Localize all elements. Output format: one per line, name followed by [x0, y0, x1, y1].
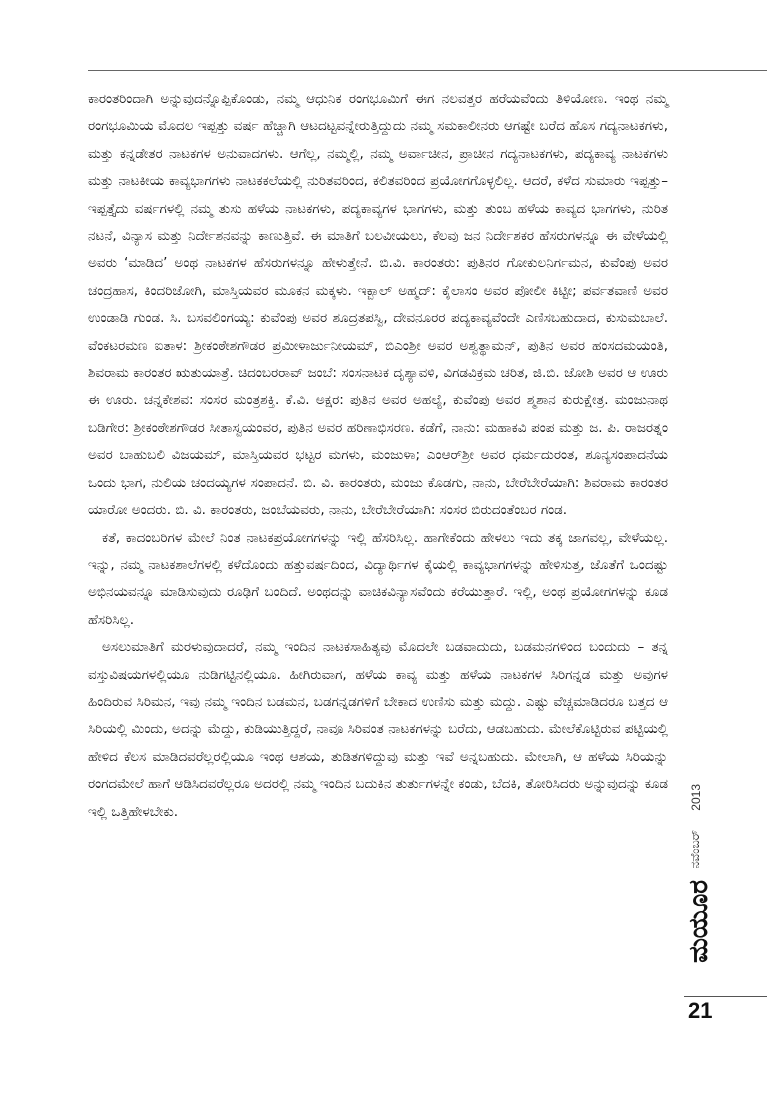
paragraph-3: ಅಸಲುಮಾತಿಗೆ ಮರಳುವುದಾದರೆ, ನಮ್ಮ ಇಂದಿನ ನಾಟಕಸಾಹಿತ್ಯವು ಮೊದಲೇ ಬಡವಾದುದು, ಬಡಮನಗಳಿಂದ ಬಂದುದು – ತನ್ನ ವಸ್ತುವಿಷಯಗಳಲ್ಲಿಯೂ ನುಡಿಗಟ್ಟಿನಲ್ಲಿಯೂ. ಹೀಗಿರುವಾಗ, ಹಳೆಯ ಕಾವ್ಯ ಮತ್ತು ಹಳೆಯ ನಾಟಕಗಳ ಸಿರಿಗನ್ನಡ ಮತ್ತು ಅವುಗಳ ಹಿಂದಿರುವ ಸಿರಿಮನ, ಇವು ನಮ್ಮ ಇಂದಿನ ಬಡಮನ, ಬಡಗನ್ನಡಗಳಿಗೆ ಬೇಕಾದ ಉಣಿಸು ಮತ್ತು ಮದ್ದು. ಎಷ್ಟು ವೆಚ್ಚಮಾಡಿದರೂ ಬತ್ತದ ಆ ಸಿರಿಯಲ್ಲಿ ಮಿಂದು, ಅದನ್ನು ಮೆದ್ದು, ಕುಡಿಯುತ್ತಿದ್ದರೆ, ನಾವೂ ಸಿರಿವಂತ ನಾಟಕಗಳನ್ನು ಬರೆದು, ಆಡಬಹುದು. ಮೇಲೆಕೊಟ್ಟಿರುವ ಪಟ್ಟಿಯಲ್ಲಿ ಹೇಳಿದ ಕೆಲಸ ಮಾಡಿದವರೆಲ್ಲರಲ್ಲಿಯೂ ಇಂಥ ಆಶಯ, ತುಡಿತಗಳಿದ್ದುವು ಮತ್ತು ಇವೆ ಅನ್ನಬಹುದು. ಮೇಲಾಗಿ, ಆ ಹಳೆಯ ಸಿರಿಯನ್ನು ರಂಗದಮೇಲೆ ಹಾಗೆ ಆಡಿಸಿದವರೆಲ್ಲರೂ ಅದರಲ್ಲಿ ನಮ್ಮ ಇಂದಿನ ಬದುಕಿನ ತುರ್ತುಗಳನ್ನೇ ಕಂಡು, ಬೆದಕಿ, ತೋರಿಸಿದರು ಅನ್ನುವುದನ್ನು ಕೂಡ ಇಲ್ಲಿ ಒತ್ತಿಹೇಳಬೇಕು.: [88, 639, 668, 820]
paragraph-2: ಕತೆ, ಕಾದಂಬರಿಗಳ ಮೇಲೆ ನಿಂತ ನಾಟಕಪ್ರಯೋಗಗಳನ್ನು ಇಲ್ಲಿ ಹೆಸರಿಸಿಲ್ಲ. ಹಾಗೇಕೆಂದು ಹೇಳಲು ಇದು ತಕ್ಕ ಜಾಗವಲ್ಲ, ವೇಳೆಯಲ್ಲ. ಇನ್ನು, ನಮ್ಮ ನಾಟಕಶಾಲೆಗಳಲ್ಲಿ ಕಳೆದೊಂದು ಹತ್ತುವರ್ಷದಿಂದ, ವಿದ್ಯಾರ್ಥಿಗಳ ಕೈಯಲ್ಲಿ ಕಾವ್ಯಭಾಗಗಳನ್ನು ಹೇಳಿಸುತ್ತ, ಜೊತೆಗೆ ಒಂದಷ್ಟು ಅಭಿನಯವನ್ನೂ ಮಾಡಿಸುವುದು ರೂಢಿಗೆ ಬಂದಿದೆ. ಅಂಥದನ್ನು ವಾಚಿಕವಿನ್ಯಾಸವೆಂದು ಕರೆಯುತ್ತಾರೆ. ಇಲ್ಲಿ, ಅಂಥ ಪ್ರಯೋಗಗಳನ್ನು ಕೂಡ ಹೆಸರಿಸಿಲ್ಲ.: [88, 529, 668, 628]
footer-rule: [684, 996, 767, 997]
paragraph-1: ಕಾರಂತರಿಂದಾಗಿ ಅನ್ನುವುದನ್ನೊಪ್ಪಿಕೊಂಡು, ನಮ್ಮ ಆಧುನಿಕ ರಂಗಭೂಮಿಗೆ ಈಗ ನಲವತ್ತರ ಹರೆಯವೆಂದು ತಿಳಿಯೋಣ. ಇಂಥ ನಮ್ಮ ರಂಗಭೂಮಿಯ ಮೊದಲ ಇಪ್ಪತ್ತು ವರ್ಷ ಹೆಚ್ಚಾಗಿ ಆಟದಟ್ಟವನ್ನೇರುತ್ತಿದ್ದುದು ನಮ್ಮ ಸಮಕಾಲೀನರು ಆಗಷ್ಟೇ ಬರೆದ ಹೊಸ ಗದ್ಯನಾಟಕಗಳು, ಮತ್ತು ಕನ್ನಡೇತರ ನಾಟಕಗಳ ಅನುವಾದಗಳು. ಆಗೆಲ್ಲ, ನಮ್ಮಲ್ಲಿ, ನಮ್ಮ ಅರ್ವಾಚೀನ, ಪ್ರಾಚೀನ ಗದ್ಯನಾಟಕಗಳು, ಪದ್ಯಕಾವ್ಯ ನಾಟಕಗಳು ಮತ್ತು ನಾಟಕೀಯ ಕಾವ್ಯಭಾಗಗಳು ನಾಟಕಕಲೆಯಲ್ಲಿ ನುರಿತವರಿಂದ, ಕಲಿತವರಿಂದ ಪ್ರಯೋಗಗೊಳ್ಳಲಿಲ್ಲ. ಆದರೆ, ಕಳೆದ ಸುಮಾರು ಇಪ್ಪತ್ತು–ಇಪ್ಪತ್ತೈದು ವರ್ಷಗಳಲ್ಲಿ ನಮ್ಮ ತುಸು ಹಳೆಯ ನಾಟಕಗಳು, ಪದ್ಯಕಾವ್ಯಗಳ ಭಾಗಗಳು, ಮತ್ತು ತುಂಬ ಹಳೆಯ ಕಾವ್ಯದ ಭಾಗಗಳು, ನುರಿತ ನಟನೆ, ವಿನ್ಯಾಸ ಮತ್ತು ನಿರ್ದೇಶನವನ್ನು ಕಾಣುತ್ತಿವೆ. ಈ ಮಾತಿಗೆ ಬಲವೀಯಲು, ಕೆಲವು ಜನ ನಿರ್ದೇಶಕರ ಹೆಸರುಗಳನ್ನೂ ಈ ವೇಳೆಯಲ್ಲಿ ಅವರು ‘ಮಾಡಿದ’ ಅಂಥ ನಾಟಕಗಳ ಹೆಸರುಗಳನ್ನೂ ಹೇಳುತ್ತೇನೆ. ಬಿ.ವಿ. ಕಾರಂತರು: ಪುತಿನರ ಗೋಕುಲನಿರ್ಗಮನ, ಕುವೆಂಪು ಅವರ ಚಂದ್ರಹಾಸ, ಕಿಂದರಿಜೋಗಿ, ಮಾಸ್ತಿಯವರ ಮೂಕನ ಮಕ್ಕಳು. ಇಕ್ಬಾಲ್ ಅಹ್ಮದ್: ಕೈಲಾಸಂ ಅವರ ಪೋಲೀ ಕಿಟ್ಟೀ; ಪರ್ವತವಾಣಿ ಅವರ ಉಂಡಾಡಿ ಗುಂಡ. ಸಿ. ಬಸವಲಿಂಗಯ್ಯ: ಕುವೆಂಪು ಅವರ ಶೂದ್ರತಪಸ್ವಿ, ದೇವನೂರರ ಪದ್ಯಕಾವ್ಯವೆಂದೇ ಎಣಿಸಬಹುದಾದ, ಕುಸುಮಬಾಲೆ. ವೆಂಕಟರಮಣ ಐತಾಳ: ಶ್ರೀಕಂಠೇಶಗೌಡರ ಪ್ರಮೀಳಾರ್ಜುನೀಯಮ್, ಬಿಎಂಶ್ರೀ ಅವರ ಅಶ್ವತ್ಥಾಮನ್, ಪುತಿನ ಅವರ ಹಂಸದಮಯಂತಿ, ಶಿವರಾಮ ಕಾರಂತರ ಋತುಯಾತ್ರೆ. ಚಿದಂಬರರಾವ್ ಜಂಬೆ: ಸಂಸನಾಟಕ ದೃಶ್ಯಾವಳಿ, ವಿಗಡವಿಕ್ರಮ ಚರಿತ, ಜಿ.ಬಿ. ಜೋಶಿ ಅವರ ಆ ಊರು ಈ ಊರು. ಚನ್ನಕೇಶವ: ಸಂಸರ ಮಂತ್ರಶಕ್ತಿ. ಕೆ.ವಿ. ಅಕ್ಷರ: ಪುತಿನ ಅವರ ಅಹಲ್ಯೆ, ಕುವೆಂಪು ಅವರ ಶ್ಮಶಾನ ಕುರುಕ್ಷೇತ್ರ. ಮಂಜುನಾಥ ಬಡಿಗೇರ: ಶ್ರೀಕಂಠೇಶಗೌಡರ ಸೀತಾಸ್ವಯಂವರ, ಪುತಿನ ಅವರ ಹರಿಣಾಭಿಸರಣ. ಕಡೆಗೆ, ನಾನು: ಮಹಾಕವಿ ಪಂಪ ಮತ್ತು ಜ. ಪಿ. ರಾಜರತ್ನಂ ಅವರ ಬಾಹುಬಲಿ ವಿಜಯಮ್, ಮಾಸ್ತಿಯವರ ಭಟ್ಟರ ಮಗಳು, ಮಂಜುಳಾ; ಎಂಆರ್‌ಶ್ರೀ ಅವರ ಧರ್ಮದುರಂತ, ಶೂನ್ಯಸಂಪಾದನೆಯ ಒಂದು ಭಾಗ, ನುಲಿಯ ಚಂದಯ್ಯಗಳ ಸಂಪಾದನೆ. ಬಿ. ವಿ. ಕಾರಂತರು, ಮಂಜು ಕೊಡಗು, ನಾನು, ಬೇರೆಬೇರೆಯಾಗಿ: ಶಿವರಾಮ ಕಾರಂತರ ಯಾರೋ ಅಂದರು. ಬಿ. ವಿ. ಕಾರಂತರು, ಜಂಬೆಯವರು, ನಾನು, ಬೇರೆಬೇರೆಯಾಗಿ: ಸಂಸರ ಬಿರುದಂತೆಂಬರ ಗಂಡ.: [88, 91, 668, 519]
article-body: [88, 86, 668, 826]
magazine-sidebar: [684, 770, 714, 990]
top-rule: [88, 70, 767, 71]
page-number: 21: [688, 998, 713, 1023]
magazine-masthead: ಮಯೂರ: [684, 880, 714, 963]
issue-month: ನವೆಂಬರ್: [688, 830, 702, 869]
issue-year: 2013: [689, 784, 703, 811]
